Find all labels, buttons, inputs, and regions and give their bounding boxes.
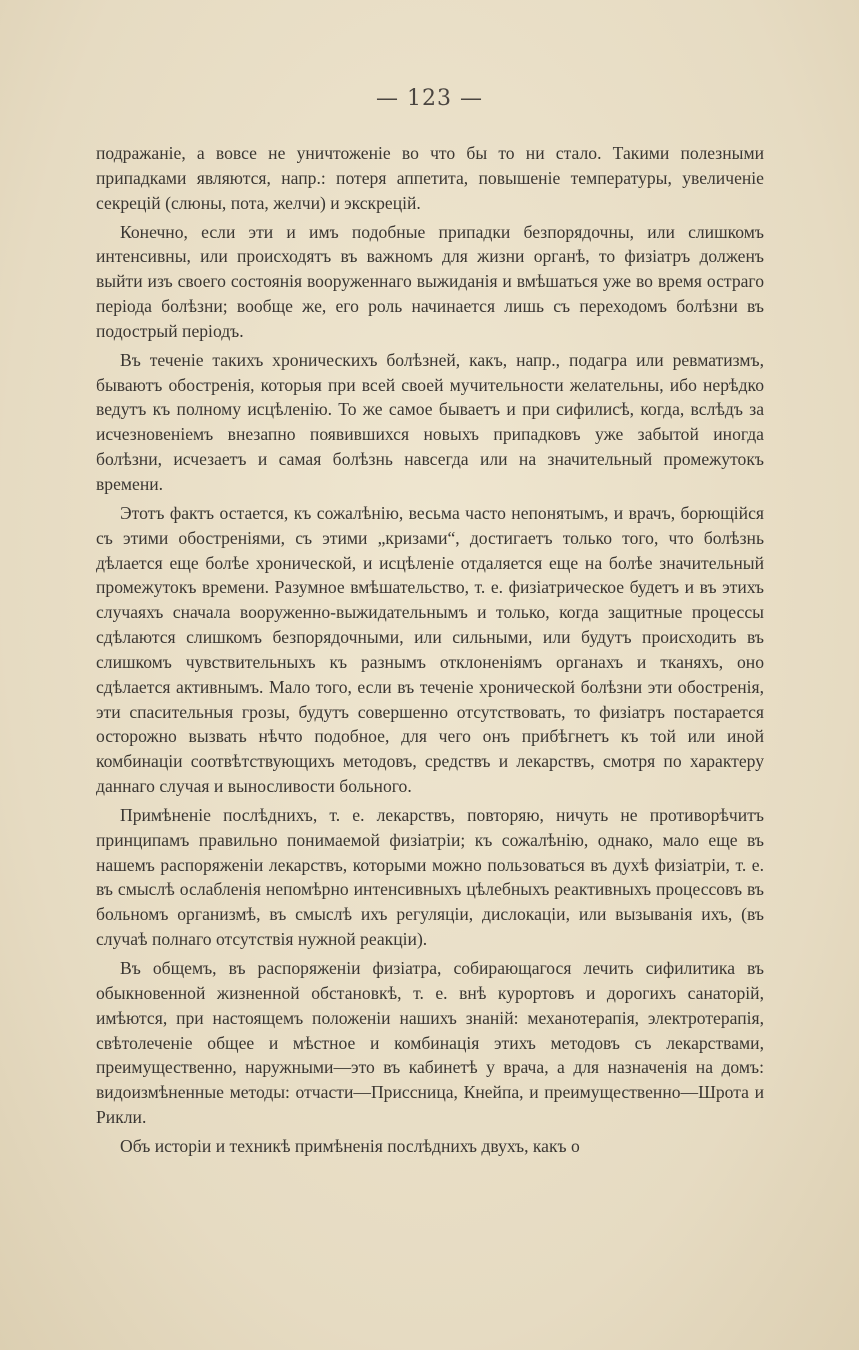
paragraph: Въ теченіе такихъ хроническихъ болѣзней, какъ, напр., подагра или ревматизмъ, бываютъ обостренія, которыя при всей своей мучительности желательны, ибо нерѣдко ведутъ къ полному исцѣленію. То же самое бываетъ и при сифилисѣ, когда, вслѣдъ за исчезновеніемъ внезапно появившихся новыхъ припадковъ уже забытой иногда болѣзни, исчезаетъ и самая болѣзнь навсегда или на значительный промежутокъ времени. — [96, 349, 764, 494]
paragraph: Этотъ фактъ остается, къ сожалѣнію, весьма часто непонятымъ, и врачъ, борющійся съ этими обостреніями, съ этими „кризами“, достигаетъ только того, что болѣзнь дѣлается еще болѣе хронической, и исцѣленіе отдаляется еще на болѣе значительный промежутокъ времени. Разумное вмѣшательство, т. е. физіатрическое будетъ и въ этихъ случаяхъ сначала вооруженно-выжидательнымъ и только, когда защитные процессы сдѣлаются слишкомъ безпорядочными, или сильными, или будутъ происходить въ слишкомъ чувствительныхъ къ разнымъ отклоненіямъ органахъ и тканяхъ, оно сдѣлается активнымъ. Мало того, если въ теченіе хронической болѣзни эти обостренія, эти спасительныя грозы, будутъ совершенно отсутствовать, то физіатръ постарается осторожно вызвать нѣчто подобное, для чего онъ прибѣгнетъ къ той или иной комбинаціи соотвѣтствующихъ методовъ, средствъ и лекарствъ, смотря по характеру даннаго случая и выносливости больного. — [96, 502, 764, 797]
paragraph: Въ общемъ, въ распоряженіи физіатра, собирающагося лечить сифилитика въ обыкновенной жизненной обстановкѣ, т. е. внѣ курортовъ и дорогихъ санаторій, имѣются, при настоящемъ положеніи нашихъ знаній: механотерапія, электротерапія, свѣтолеченіе общее и мѣстное и комбинація этихъ методовъ съ лекарствами, преимущественно, наружными—это въ кабинетѣ у врача, а для назначенія на домъ: видоизмѣненные методы: отчасти—Приссница, Кнейпа, и преимущественно—Шрота и Рикли. — [96, 958, 764, 1128]
body-text — [96, 141, 764, 1163]
paragraph: Объ исторіи и техникѣ примѣненія послѣднихъ двухъ, какъ о — [120, 1135, 580, 1156]
paragraph: Конечно, если эти и имъ подобные припадки безпорядочны, или слишкомъ интенсивны, или происходятъ въ важномъ для жизни органѣ, то физіатръ долженъ выйти изъ своего состоянія вооруженнаго выжиданія и вмѣшаться уже во время остраго періода болѣзни; вообще же, его роль начинается лишь съ переходомъ болѣзни въ подострый періодъ. — [96, 221, 764, 341]
paragraph: подражаніе, а вовсе не уничтоженіе во что бы то ни стало. Такими полезными припадками являются, напр.: потеря аппетита, повышеніе температуры, увеличеніе секрецій (слюны, пота, желчи) и экскрецій. — [96, 143, 764, 213]
page-number: — 123 — — [376, 86, 483, 111]
paragraph: Примѣненіе послѣднихъ, т. е. лекарствъ, повторяю, ничуть не противорѣчитъ принципамъ правильно понимаемой физіатріи; къ сожалѣнію, однако, мало еще въ нашемъ распоряженіи лекарствъ, которыми можно пользоваться въ духѣ физіатріи, т. е. въ смыслѣ ослабленія непомѣрно интенсивныхъ цѣлебныхъ реактивныхъ процессовъ въ больномъ организмѣ, въ смыслѣ ихъ регуляціи, дислокаціи, или вызыванія ихъ, (въ случаѣ полнаго отсутствія нужной реакціи). — [96, 804, 764, 950]
